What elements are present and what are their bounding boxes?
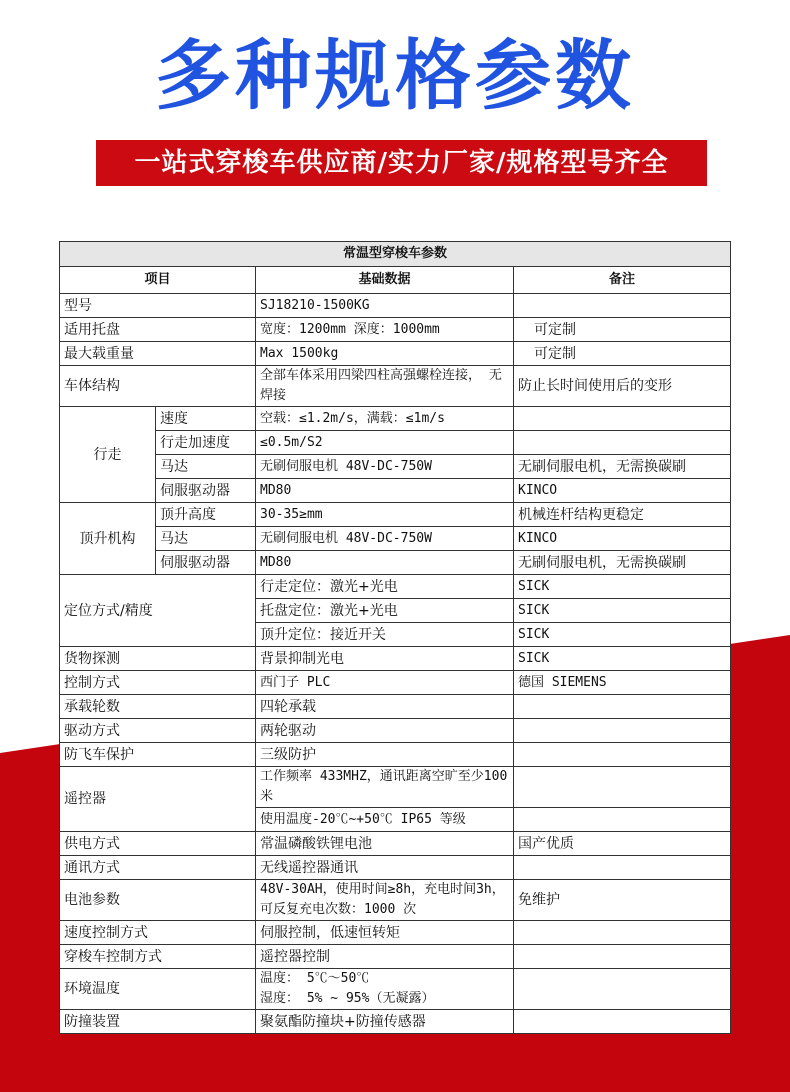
table-row <box>60 551 731 575</box>
row-value: 无线遥控器通讯 <box>256 856 514 880</box>
row-sublabel: 马达 <box>156 455 256 479</box>
row-note <box>514 431 731 455</box>
table-row <box>60 856 731 880</box>
row-note <box>514 695 731 719</box>
row-value: 无刷伺服电机 48V-DC-750W <box>256 455 514 479</box>
row-note: 无刷伺服电机，无需换碳刷 <box>514 551 731 575</box>
table-row <box>60 767 731 808</box>
row-note <box>514 767 731 808</box>
row-note: SICK <box>514 575 731 599</box>
row-note: 防止长时间使用后的变形 <box>514 366 731 407</box>
row-note <box>514 294 731 318</box>
table-row <box>60 366 731 407</box>
row-label: 穿梭车控制方式 <box>60 945 256 969</box>
row-note: 可定制 <box>514 342 731 366</box>
row-note: 免维护 <box>514 880 731 921</box>
row-value: 常温磷酸铁锂电池 <box>256 832 514 856</box>
table-row <box>60 455 731 479</box>
table-row <box>60 575 731 599</box>
row-note: 德国 SIEMENS <box>514 671 731 695</box>
row-label: 环境温度 <box>60 969 256 1010</box>
row-value: ≤0.5m/S2 <box>256 431 514 455</box>
row-note: 机械连杆结构更稳定 <box>514 503 731 527</box>
row-value: 西门子 PLC <box>256 671 514 695</box>
row-sublabel: 伺服驱动器 <box>156 551 256 575</box>
row-note <box>514 407 731 431</box>
table-row <box>60 969 731 1010</box>
row-value: 顶升定位：接近开关 <box>256 623 514 647</box>
row-label: 车体结构 <box>60 366 256 407</box>
row-value: 空载：≤1.2m/s，满载：≤1m/s <box>256 407 514 431</box>
row-note <box>514 719 731 743</box>
column-header-note: 备注 <box>514 267 731 294</box>
row-label: 电池参数 <box>60 880 256 921</box>
row-label: 供电方式 <box>60 832 256 856</box>
row-note <box>514 856 731 880</box>
row-value: 背景抑制光电 <box>256 647 514 671</box>
row-sublabel: 顶升高度 <box>156 503 256 527</box>
row-sublabel: 马达 <box>156 527 256 551</box>
row-sublabel: 伺服驱动器 <box>156 479 256 503</box>
row-value: 两轮驱动 <box>256 719 514 743</box>
table-row <box>60 743 731 767</box>
table-row <box>60 719 731 743</box>
row-note: SICK <box>514 623 731 647</box>
table-row <box>60 880 731 921</box>
row-value: 聚氨酯防撞块+防撞传感器 <box>256 1010 514 1034</box>
row-label: 定位方式/精度 <box>60 575 256 647</box>
row-value: 行走定位：激光+光电 <box>256 575 514 599</box>
row-value: 三级防护 <box>256 743 514 767</box>
table-row <box>60 527 731 551</box>
column-header-item: 项目 <box>60 267 256 294</box>
table-row <box>60 945 731 969</box>
row-label: 适用托盘 <box>60 318 256 342</box>
row-sublabel: 速度 <box>156 407 256 431</box>
spec-table <box>59 241 731 1034</box>
row-value: 无刷伺服电机 48V-DC-750W <box>256 527 514 551</box>
table-row <box>60 921 731 945</box>
row-note: SICK <box>514 647 731 671</box>
row-value: 30-35≥mm <box>256 503 514 527</box>
table-row <box>60 695 731 719</box>
row-label: 型号 <box>60 294 256 318</box>
row-label: 通讯方式 <box>60 856 256 880</box>
row-sublabel: 行走加速度 <box>156 431 256 455</box>
row-value: MD80 <box>256 479 514 503</box>
column-header-data: 基础数据 <box>256 267 514 294</box>
table-row <box>60 318 731 342</box>
row-value: 宽度：1200mm 深度：1000mm <box>256 318 514 342</box>
table-row <box>60 479 731 503</box>
row-label: 防飞车保护 <box>60 743 256 767</box>
table-row <box>60 1010 731 1034</box>
row-value: 遥控器控制 <box>256 945 514 969</box>
row-note <box>514 808 731 832</box>
table-row <box>60 647 731 671</box>
row-value: 全部车体采用四梁四柱高强螺栓连接， 无焊接 <box>256 366 514 407</box>
row-note <box>514 1010 731 1034</box>
row-note: 无刷伺服电机，无需换碳刷 <box>514 455 731 479</box>
row-note: KINCO <box>514 479 731 503</box>
row-label: 驱动方式 <box>60 719 256 743</box>
row-label: 货物探测 <box>60 647 256 671</box>
table-row <box>60 503 731 527</box>
row-label: 速度控制方式 <box>60 921 256 945</box>
table-row <box>60 294 731 318</box>
page-title: 多种规格参数 <box>155 31 635 120</box>
row-value <box>256 969 514 1010</box>
group-label-lift: 顶升机构 <box>60 503 156 575</box>
env-humidity: 湿度： 5% ~ 95%（无凝露） <box>260 991 435 1006</box>
row-value: 伺服控制，低速恒转矩 <box>256 921 514 945</box>
env-temperature: 温度： 5℃～50℃ <box>260 971 370 986</box>
row-note: 可定制 <box>514 318 731 342</box>
table-row <box>60 407 731 431</box>
table-caption-row <box>60 242 731 267</box>
row-label: 防撞装置 <box>60 1010 256 1034</box>
row-value: 四轮承载 <box>256 695 514 719</box>
row-label: 承载轮数 <box>60 695 256 719</box>
row-note: 国产优质 <box>514 832 731 856</box>
spec-table-container <box>59 241 730 1034</box>
row-label: 控制方式 <box>60 671 256 695</box>
row-value: 工作频率 433MHZ，通讯距离空旷至少100 米 <box>256 767 514 808</box>
row-value: MD80 <box>256 551 514 575</box>
row-label: 最大载重量 <box>60 342 256 366</box>
table-row <box>60 832 731 856</box>
subtitle-banner: 一站式穿梭车供应商/实力厂家/规格型号齐全 <box>96 140 707 186</box>
row-value: Max 1500kg <box>256 342 514 366</box>
row-note <box>514 969 731 1010</box>
table-row <box>60 431 731 455</box>
row-value: 使用温度-20℃~+50℃ IP65 等级 <box>256 808 514 832</box>
table-header-row <box>60 267 731 294</box>
row-note <box>514 921 731 945</box>
row-note <box>514 945 731 969</box>
row-note: KINCO <box>514 527 731 551</box>
row-label: 遥控器 <box>60 767 256 832</box>
table-row <box>60 671 731 695</box>
row-note <box>514 743 731 767</box>
row-note: SICK <box>514 599 731 623</box>
table-row <box>60 342 731 366</box>
row-value: SJ18210-1500KG <box>256 294 514 318</box>
group-label-travel: 行走 <box>60 407 156 503</box>
row-value: 托盘定位：激光+光电 <box>256 599 514 623</box>
row-value: 48V-30AH，使用时间≥8h，充电时间3h，可反复充电次数：1000 次 <box>256 880 514 921</box>
table-caption: 常温型穿梭车参数 <box>60 242 731 267</box>
